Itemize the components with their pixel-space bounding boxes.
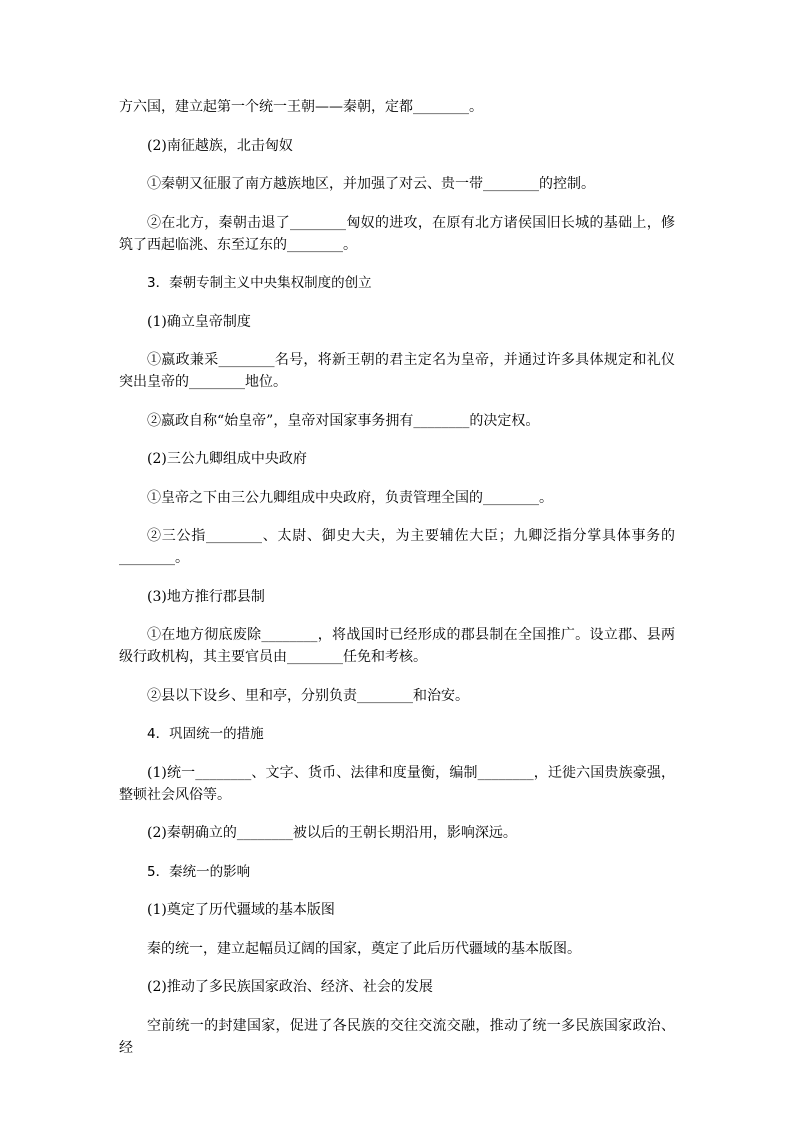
paragraph: (1)确立皇帝制度 xyxy=(147,313,251,330)
paragraph: 秦的统一，建立起幅员辽阔的国家，奠定了此后历代疆域的基本版图。 xyxy=(147,940,581,957)
paragraph: (2)三公九卿组成中央政府 xyxy=(147,451,307,467)
section-heading: 3．秦朝专制主义中央集权制度的创立 xyxy=(147,275,372,291)
paragraph: ②县以下设乡、里和亭，分别负责________和治安。 xyxy=(147,687,469,704)
paragraph: (2)推动了多民族国家政治、经济、社会的发展 xyxy=(147,979,433,995)
paragraph: ①秦朝又征服了南方越族地区，并加强了对云、贵一带________的控制。 xyxy=(147,176,595,192)
paragraph: (1)奠定了历代疆域的基本版图 xyxy=(147,902,335,918)
paragraph: (3)地方推行郡县制 xyxy=(147,588,265,605)
paragraph: (2)南征越族，北击匈奴 xyxy=(147,137,293,154)
document-body xyxy=(119,96,675,1075)
paragraph: ①皇帝之下由三公九卿组成中央政府，负责管理全国的________。 xyxy=(147,489,553,506)
paragraph: 空前统一的封建国家，促进了各民族的交往交流交融，推动了统一多民族国家政治、经 xyxy=(119,1017,675,1056)
paragraph: 方六国，建立起第一个统一王朝——秦朝，定都________。 xyxy=(119,99,483,115)
paragraph: ②嬴政自称“始皇帝”，皇帝对国家事务拥有________的决定权。 xyxy=(147,412,540,429)
paragraph: (1)统一________、文字、货币、法律和度量衡，编制________，迁徙六国贵族豪强，整顿社会风俗等。 xyxy=(119,764,675,803)
paragraph: ②在北方，秦朝击退了________匈奴的进攻，在原有北方诸侯国旧长城的基础上，修筑了西起临洮、东至辽东的________。 xyxy=(119,214,675,253)
paragraph: ②三公指________、太尉、御史大夫，为主要辅佐大臣；九卿泛指分掌具体事务的________。 xyxy=(119,528,675,566)
paragraph: ①嬴政兼采________名号，将新王朝的君主定名为皇帝，并通过许多具体规定和礼仪突出皇帝的________地位。 xyxy=(119,352,675,390)
paragraph: (2)秦朝确立的________被以后的王朝长期沿用，影响深远。 xyxy=(147,825,517,841)
paragraph: ①在地方彻底废除________，将战国时已经形成的郡县制在全国推广。设立郡、县两级行政机构，其主要官员由________任免和考核。 xyxy=(119,627,675,665)
section-heading: 5．秦统一的影响 xyxy=(147,863,251,880)
section-heading: 4．巩固统一的措施 xyxy=(147,726,264,742)
